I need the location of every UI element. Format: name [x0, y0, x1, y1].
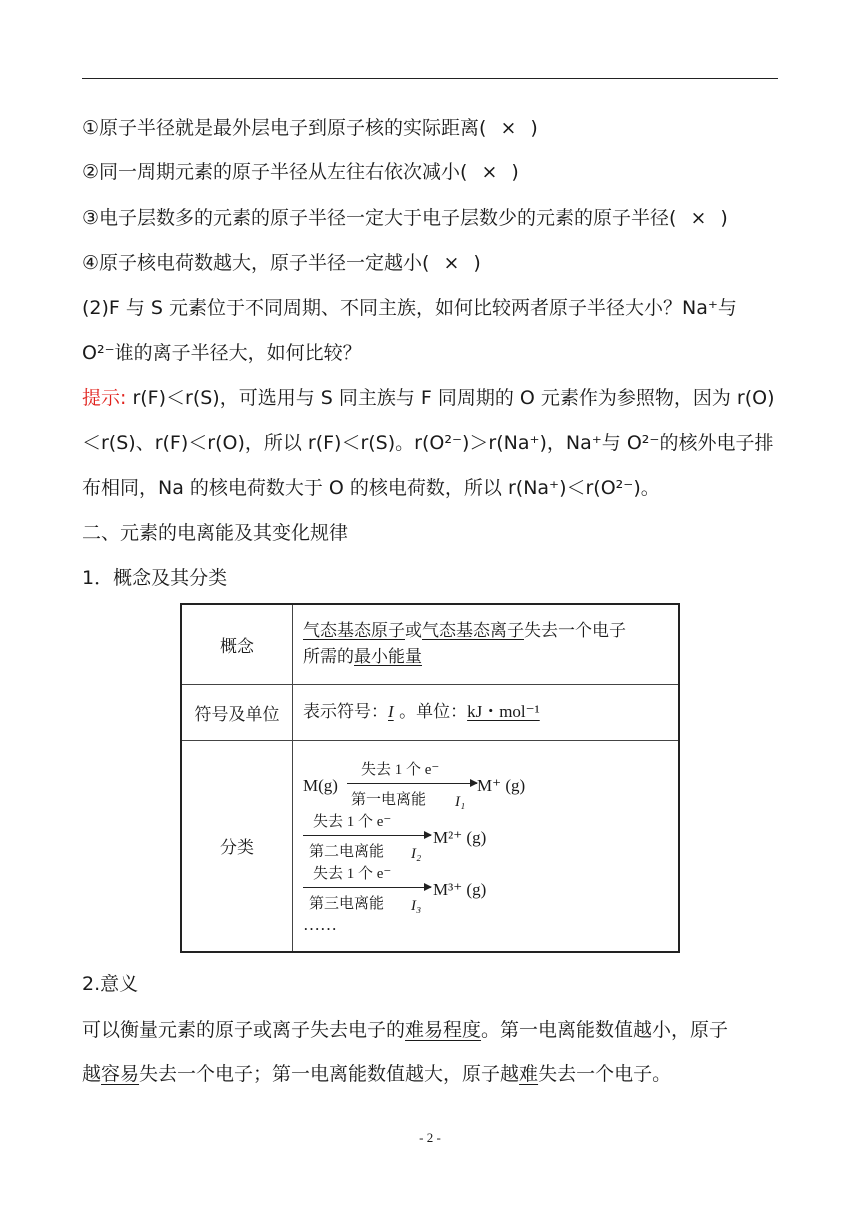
row-header-symbol: 符号及单位: [181, 684, 293, 740]
statement-3: ③电子层数多的元素的原子半径一定大于电子层数少的元素的原子半径( × ): [82, 207, 728, 229]
reaction-first: M(g) 失去 1 个 e⁻ M⁺ (g) 第一电离能 I₁: [303, 761, 526, 810]
hint-line-1: 提示: r(F)＜r(S)，可选用与 S 同主族与 F 同周期的 O 元素作为参照物，因为 r(O): [82, 387, 775, 409]
hint-label: 提示:: [82, 387, 127, 409]
ellipsis: ……: [303, 914, 337, 934]
question-2-line-1: (2)F 与 S 元素位于不同周期、不同主族，如何比较两者原子半径大小？Na⁺与: [82, 297, 737, 319]
table-row-concept: [181, 604, 679, 684]
symbol-unit: 表示符号：I 。单位：kJ・mol⁻¹: [293, 684, 680, 740]
concept-definition: 气态基态原子或气态基态离子失去一个电子 所需的最小能量: [293, 604, 680, 684]
statement-2: ②同一周期元素的原子半径从左往右依次减小( × ): [82, 161, 519, 183]
concept-table: [180, 603, 680, 953]
question-2-line-2: O²⁻谁的离子半径大，如何比较？: [82, 342, 362, 364]
page-number: - 2 -: [419, 1130, 441, 1145]
table-row-classify: [181, 740, 679, 952]
arrow-1: [347, 783, 477, 784]
reaction-second: 失去 1 个 e⁻ M²⁺ (g) 第二电离能 I₂: [303, 811, 678, 863]
row-header-classify: 分类: [181, 740, 293, 952]
arrow-2: [303, 835, 431, 836]
table-row-symbol: [181, 684, 679, 740]
statement-1: ①原子半径就是最外层电子到原子核的实际距离( × ): [82, 117, 538, 139]
section-title: 二、元素的电离能及其变化规律: [82, 522, 349, 544]
header-rule: [82, 78, 778, 79]
meaning-line-2: 越容易失去一个电子；第一电离能数值越大，原子越难失去一个电子。: [82, 1063, 672, 1085]
statement-4: ④原子核电荷数越大，原子半径一定越小( × ): [82, 252, 481, 274]
row-header-concept: 概念: [181, 604, 293, 684]
reaction-third: 失去 1 个 e⁻ M³⁺ (g) 第三电离能 I₃: [303, 863, 678, 915]
classification-reactions: [293, 740, 680, 952]
arrow-3: [303, 887, 431, 888]
subsection-title-2: 2.意义: [82, 973, 139, 995]
subsection-title-1: 1．概念及其分类: [82, 567, 228, 589]
meaning-line-1: 可以衡量元素的原子或离子失去电子的难易程度。第一电离能数值越小，原子: [82, 1019, 729, 1041]
hint-line-2: ＜r(S)、r(F)＜r(O)，所以 r(F)＜r(S)。r(O²⁻)＞r(Na⁺)，Na⁺与 O²⁻的核外电子排: [82, 432, 774, 454]
hint-line-3: 布相同，Na 的核电荷数大于 O 的核电荷数，所以 r(Na⁺)＜r(O²⁻)。: [82, 477, 660, 499]
